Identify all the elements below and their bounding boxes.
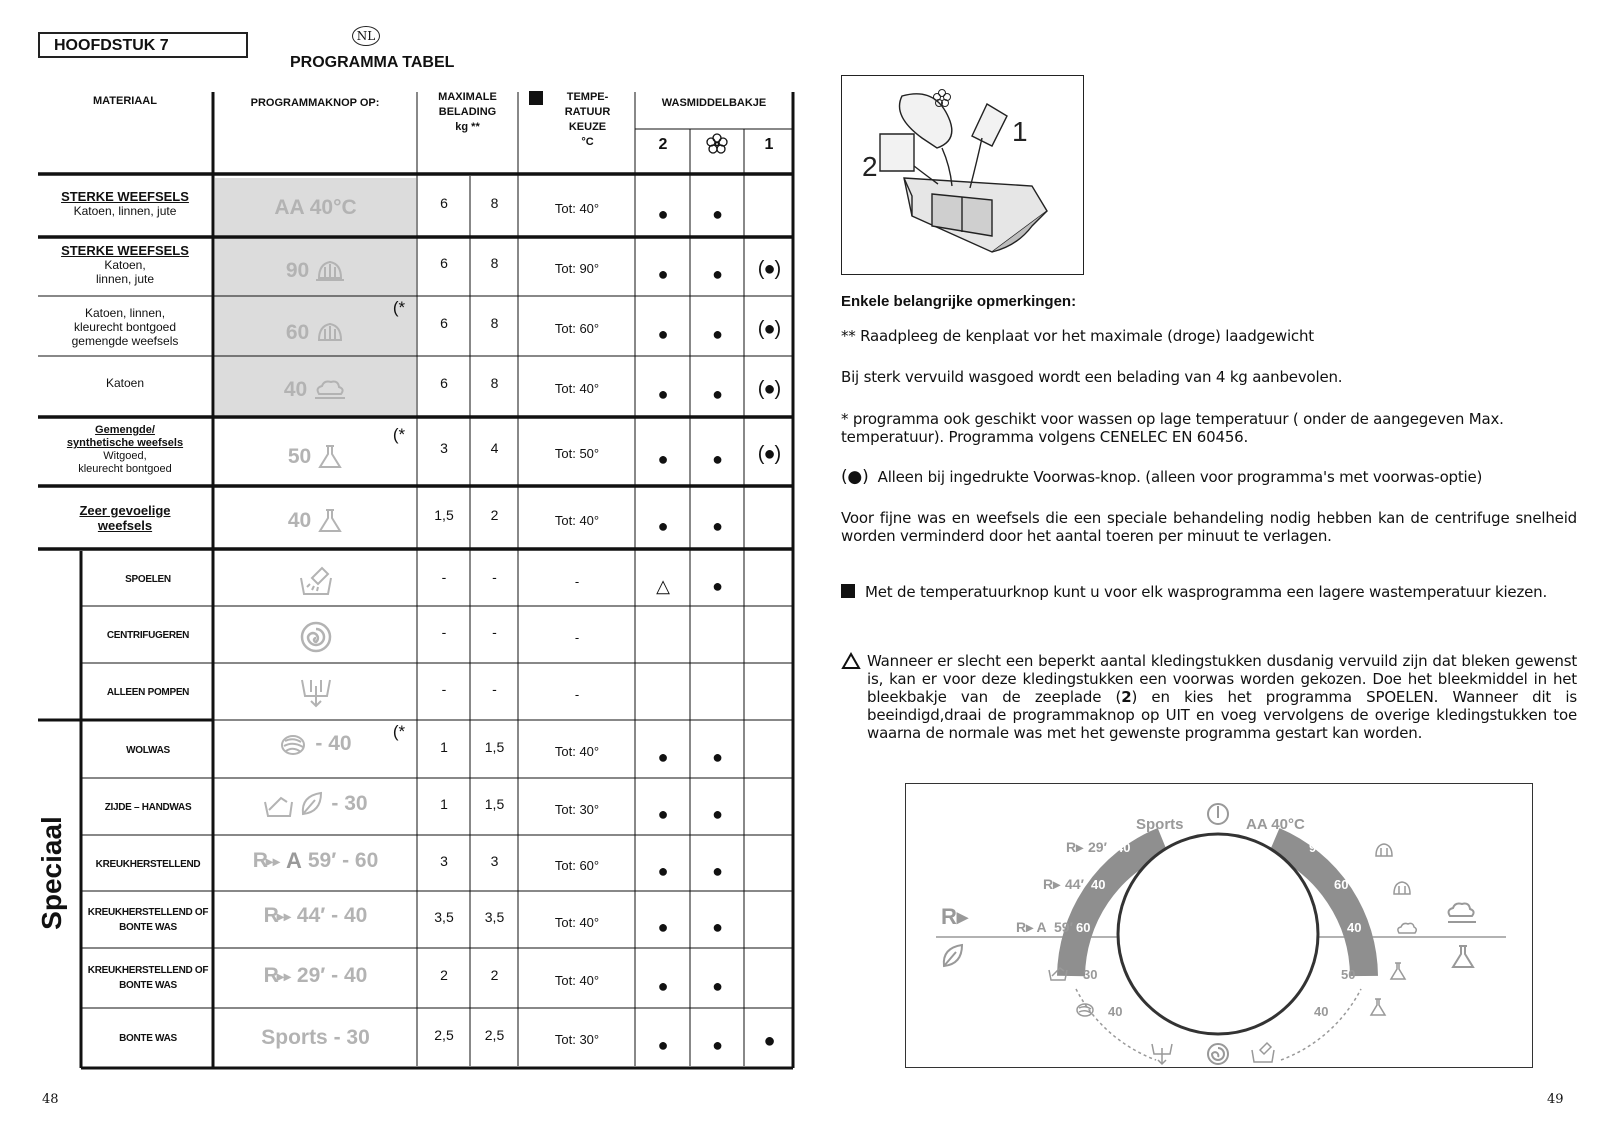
table-cell-kg1: 1 [440,796,448,813]
footnote-star: (* [392,298,406,317]
special-label: BONTE WAS [119,1033,177,1044]
program-label [215,676,416,708]
table-cell-temp: Tot: 40° [554,972,600,988]
program-label: 60 [215,320,416,346]
table-cell-b2: △ [656,576,670,597]
program-label: AA 40°C [274,196,357,219]
table-cell-b1: (●) [757,377,781,400]
silk-leaf-icon [944,945,962,966]
footnote-star: (* [392,722,406,741]
chapter-label: HOOFDSTUK 7 [38,32,248,58]
flower-icon [934,90,951,107]
note-centrifuge: Voor fijne was en weefsels die een speciale behandeling nodig hebben kan de centrifuge snelheid worden verminderd door het aantal toeren per minuut te verlagen. [841,509,1577,545]
rinse-icon [1252,1043,1274,1062]
special-label: CENTRIFUGEREN [106,630,190,641]
table-cell-temp: - [574,629,580,645]
table-cell-b2: ● [657,383,669,404]
table-cell-temp: Tot: 40° [554,914,600,930]
silk-leaf-icon [299,790,325,818]
dial-sports: Sports [1136,816,1184,833]
language-badge: NL [352,26,380,46]
table-cell-kg1: 6 [440,195,448,212]
table-cell-b2: ● [657,515,669,536]
special-label: KREUKHERSTELLEND OF BONTE WAS [87,965,209,991]
table-cell-kg1: 6 [440,315,448,332]
header-wasmiddelbakje: WASMIDDELBAKJE [661,97,767,109]
table-cell-b1: (●) [757,317,781,340]
ring-label: 40 [1347,920,1362,935]
special-label: WOLWAS [126,745,170,756]
table-cell-bf: ● [712,323,723,344]
special-label: SPOELEN [125,574,171,585]
table-cell-temp: Tot: 30° [554,801,600,817]
cotton-icon [1376,844,1392,856]
table-cell-bf: ● [712,576,723,597]
table-cell-bf: ● [712,860,723,881]
header-belading: MAXIMALE BELADING kg ** [438,91,497,133]
ring-label: 90 [1309,840,1324,855]
table-cell-kg1: 3,5 [434,909,454,926]
table-cell-kg2: 1,5 [484,796,505,813]
table-cell-bf: ● [712,383,723,404]
ring-label: 40 [1108,1004,1123,1019]
table-cell-b2: ● [657,449,669,470]
table-cell-kg1: 6 [440,375,448,392]
crease-time: 59′ [1054,919,1073,935]
wool-icon [1077,1004,1093,1016]
table-cell-kg2: 2 [490,967,499,984]
material-cell: Gemengde/ synthetische weefsels Witgoed, kleurecht bontgoed [66,424,184,475]
cloud-icon [313,378,347,402]
table-cell-bf: ● [712,1035,723,1056]
program-label [215,620,416,654]
header-bakje-2: 2 [658,136,668,153]
program-label: 50 [215,444,416,470]
program-label: R ▸▸ A 59′ - 60 [252,848,379,873]
note-lage-temperatuur: * programma ook geschikt voor wassen op lage temperatuur ( onder de aangegeven Max. temperatuur). Programma volgens CENELEC EN 60456. [841,410,1504,446]
crease-icon: R▸ [1066,839,1084,855]
program-label: 40 [215,508,416,534]
crease-icon: R▸ [941,904,968,929]
table-cell-kg1: - [441,568,447,585]
program-label: - 40 [215,732,416,756]
header-materiaal: MATERIAAL [93,95,157,107]
flask-icon [317,444,343,470]
power-icon [1208,804,1228,824]
crease-time: 29′ [1088,839,1107,855]
flask-icon [1371,999,1385,1015]
page-number-right: 49 [1547,1092,1564,1107]
ring-label: 40 [1091,877,1106,892]
page-title: PROGRAMMA TABEL [290,54,455,71]
program-dial-diagram [905,783,1533,1068]
program-label [215,564,416,598]
table-cell-kg1: 1,5 [434,507,454,524]
dial-aa: AA 40°C [1246,816,1305,833]
program-label: R ▸▸ 29′ - 40 [263,964,368,987]
detergent-drawer-illustration [841,75,1084,275]
wool-icon [279,732,309,756]
label-2: 2 [862,151,878,182]
program-label: 40 [215,378,416,402]
page-number-left: 48 [42,1092,59,1107]
material-cell: Katoen, linnen, kleurecht bontgoed gemengde weefsels [71,306,179,348]
crease-icon: R [252,849,268,872]
table-cell-temp: Tot: 40° [554,200,600,216]
table-cell-bf: ● [712,746,723,767]
table-cell-temp: Tot: 50° [554,446,600,462]
table-cell-kg1: 2 [440,967,448,984]
ring-label: 40 [1314,1004,1329,1019]
table-cell-temp: Tot: 30° [554,1032,600,1048]
rinse-icon [298,564,334,598]
header-bakje-1: 1 [764,136,774,153]
crease-icon: R▸ A [1016,919,1047,935]
material-cell: STERKE WEEFSELS Katoen, linnen, jute [61,189,189,218]
table-cell-kg2: - [492,681,497,698]
ring-label: 40 [1116,840,1131,855]
table-cell-kg2: 8 [490,375,499,392]
table-cell-temp: Tot: 40° [554,380,600,396]
table-cell-kg2: 4 [490,439,499,456]
flask-icon [1391,963,1405,979]
note-voorwas: (●) Alleen bij ingedrukte Voorwas-knop. (alleen voor programma's met voorwas-optie) [841,467,1483,487]
note-kenplaat: ** Raadpleeg de kenplaat vor het maximale (droge) laadgewicht [841,327,1314,345]
table-cell-kg2: - [492,568,497,585]
label-1: 1 [1012,116,1028,147]
table-cell-kg1: 3 [440,439,448,456]
table-cell-b2: ● [657,804,669,825]
crease-icon: R [263,964,279,987]
table-cell-kg1: 6 [440,255,448,272]
table-cell-b2: ● [657,323,669,344]
table-cell-kg1: 2,5 [434,1026,454,1043]
notes-title: Enkele belangrijke opmerkingen: [841,293,1077,310]
special-label: ZIJDE – HANDWAS [104,802,192,813]
cloud-icon [1448,904,1476,923]
material-cell: Katoen [105,376,145,390]
table-cell-bf: ● [712,917,723,938]
note-temperatuurknop: Met de temperatuurknop kunt u voor elk wasprogramma een lagere wastemperatuur kiezen. [841,583,1577,601]
ring-label: 60 [1334,877,1349,892]
table-cell-temp: - [574,686,580,702]
cloud-icon [1398,923,1416,933]
table-cell-temp: Tot: 40° [554,512,600,528]
table-cell-kg1: 3 [440,852,448,869]
pump-icon [1152,1044,1172,1064]
table-cell-kg2: 8 [490,315,499,332]
flower-icon [707,134,727,153]
triangle-symbol [841,652,861,670]
material-cell: Zeer gevoelige weefsels [79,503,171,533]
crease-icon: R [263,904,279,927]
table-cell-b2: ● [657,263,669,284]
table-cell-bf: ● [712,975,723,996]
program-label: - 30 [215,790,416,818]
pump-icon [299,676,333,708]
table-cell-bf: ● [712,263,723,284]
table-cell-temp: Tot: 90° [554,260,600,276]
table-cell-kg1: - [441,681,447,698]
footnote-star: (* [392,425,406,444]
table-cell-temp: - [574,573,580,589]
spin-icon [1208,1044,1228,1064]
table-cell-b2: ● [657,917,669,938]
table-cell-b1: (●) [757,257,781,280]
prewash-symbol: (●) [841,467,869,487]
table-cell-b1: ● [763,1029,775,1052]
special-label: KREUKHERSTELLEND OF BONTE WAS [87,907,209,933]
table-cell-kg2: 3 [490,852,499,869]
cotton-icon [315,320,345,346]
table-cell-bf: ● [712,515,723,536]
handwash-icon [263,790,293,818]
program-label: R ▸▸ 44′ - 40 [263,904,368,927]
flask-icon [317,508,343,534]
table-cell-b2: ● [657,975,669,996]
special-label: KREUKHERSTELLEND [95,859,201,870]
table-cell-kg2: 8 [490,195,499,212]
table-cell-kg2: 3,5 [484,909,505,926]
table-cell-kg2: 1,5 [484,738,505,755]
table-cell-bf: ● [712,203,723,224]
program-label: 90 [215,258,416,284]
table-cell-bf: ● [712,804,723,825]
crease-time: 44′ [1065,876,1084,892]
crease-icon: R▸ [1043,876,1061,892]
table-cell-b1: (●) [757,443,781,466]
table-cell-b2: ● [657,203,669,224]
material-cell: STERKE WEEFSELS Katoen, linnen, jute [61,243,189,286]
square-symbol [841,584,855,598]
program-label: Sports - 30 [261,1026,370,1049]
ring-label: 30 [1083,967,1098,982]
table-cell-kg1: 1 [440,738,448,755]
table-cell-kg2: - [492,624,497,641]
table-cell-b2: ● [657,746,669,767]
table-cell-kg1: - [441,624,447,641]
table-cell-temp: Tot: 60° [554,320,600,336]
note-belading: Bij sterk vervuild wasgoed wordt een belading van 4 kg aanbevolen. [841,368,1343,386]
table-cell-temp: Tot: 40° [554,744,600,759]
table-cell-bf: ● [712,449,723,470]
note-bleken: Wanneer er slecht een beperkt aantal kledingstukken dusdanig vervuild zijn dat bleken gewenst is, kan er voor deze kledingstukken een voorwas worden gekozen. Doe het bleekmiddel in het bleekbakje van de zeeplade (2) en kies het programma SPOELEN. Wanneer dit is beeindigd,draai de programmaknop op UIT en voeg vervolgens de overige kledingstukken toe waarna de normale was met het gewenste programma gestart kan worden. [841,652,1577,742]
table-cell-b2: ● [657,860,669,881]
cotton-icon [315,258,345,284]
spin-icon [299,620,333,654]
table-cell-kg2: 8 [490,255,499,272]
table-cell-temp: Tot: 60° [554,858,600,874]
table-cell-kg2: 2,5 [484,1026,505,1043]
cotton-icon [1394,882,1410,894]
ring-label: 60 [1076,920,1091,935]
table-cell-b2: ● [657,1035,669,1056]
ring-label: 50 [1341,967,1356,982]
header-programmaknop: PROGRAMMAKNOP OP: [250,97,380,109]
flask-icon [1453,946,1473,967]
header-temperatuur: TEMPE- RATUUR KEUZE °C [564,91,611,148]
speciaal-label: Speciaal [36,816,67,930]
table-cell-kg2: 2 [490,507,499,524]
special-label: ALLEEN POMPEN [106,687,190,698]
